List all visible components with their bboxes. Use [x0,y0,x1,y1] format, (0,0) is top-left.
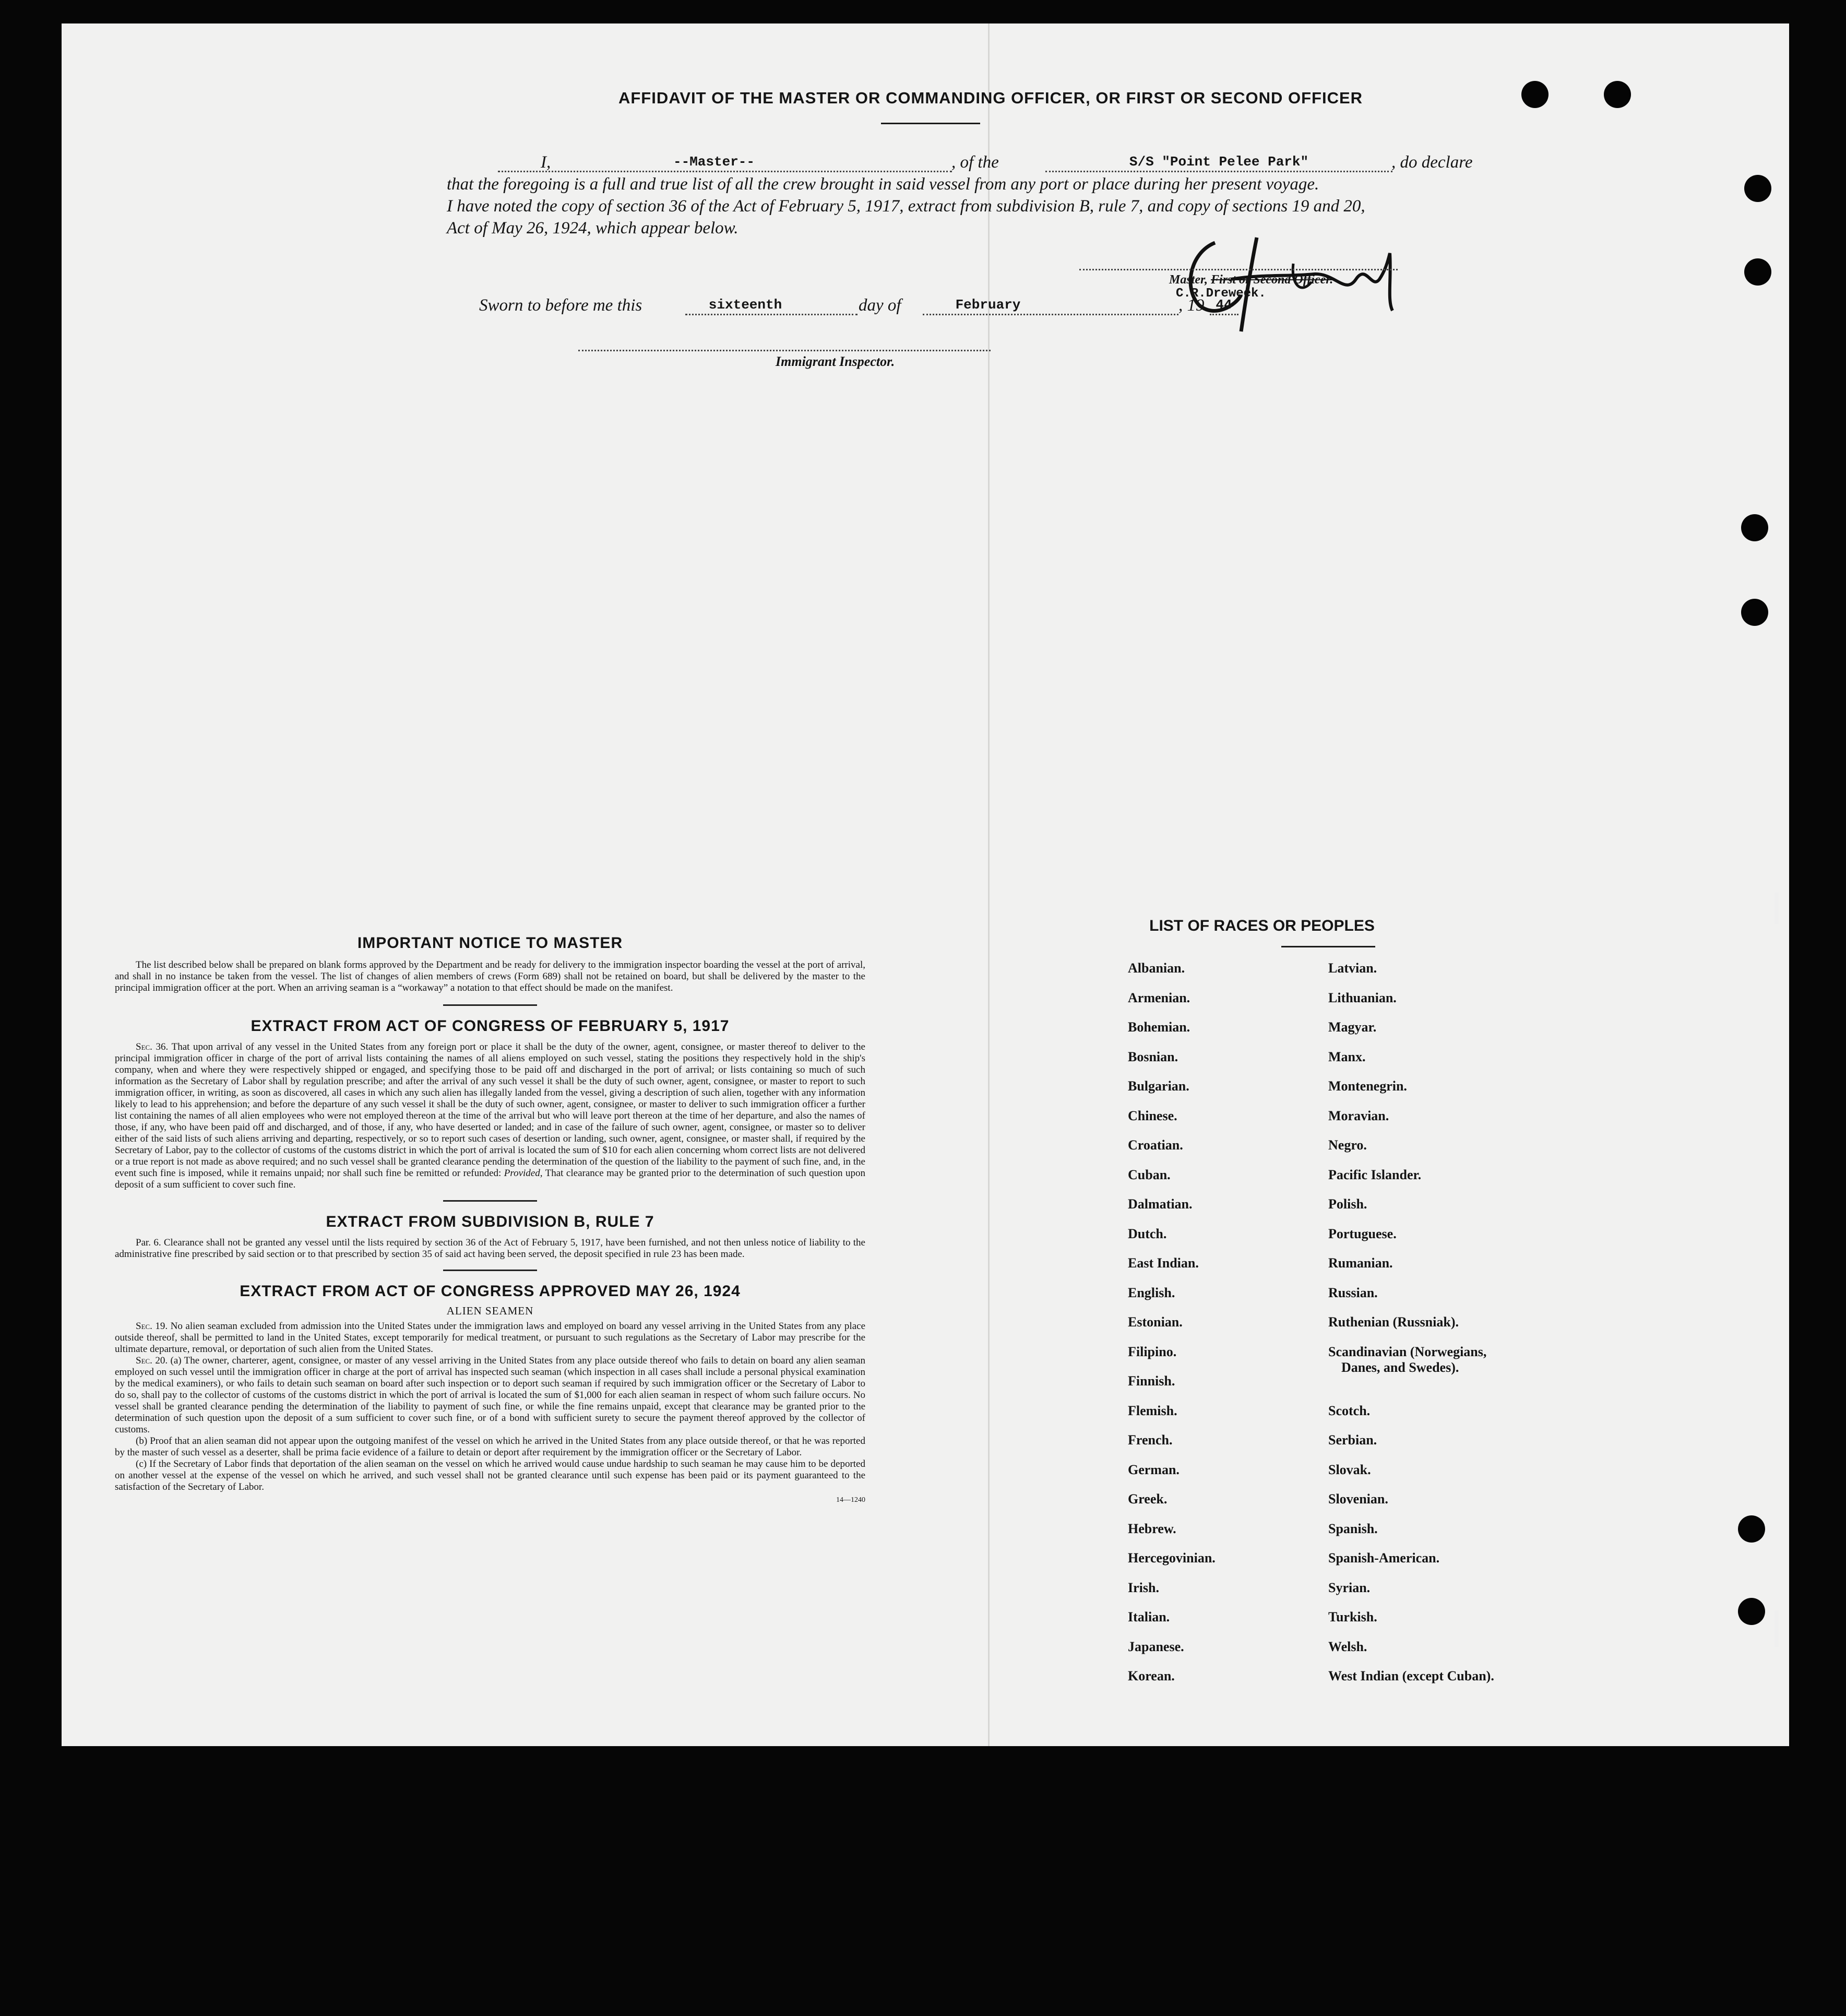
race-item: Korean. [1128,1668,1175,1683]
race-item: Pacific Islander. [1328,1167,1422,1182]
inspector-caption: Immigrant Inspector. [776,354,895,369]
race-item: Bulgarian. [1128,1078,1189,1094]
notice-body: The list described below shall be prepared on blank forms approved by the Department and be ready for delivery to the immigration inspector boarding the vessel at the port of arrival, and shall in no instance be taken from the vessel. The list of changes of alien members of crews (Form 689) shall not be retained on board, but shall be delivered by the master to the principal immigration officer at the port. When an arriving seaman is a “workaway” a notation to that effect should be made on the manifest. [115,959,865,993]
section-divider [443,1270,537,1271]
race-item: German. [1128,1462,1180,1477]
races-divider [1281,946,1375,947]
sec-36-text: That upon arrival of any vessel in the United States from any foreign port or place it shall be the duty of the owner, agent, consignee, or master thereof to deliver to the principal immigration officer in charge of the port of arrival lists containing the names of all aliens employed on such vessel, stating the positions they respectively hold in the ship's company, when and where they were respectively shipped or engaged, and specifying those to be paid off and discharged in the port of arrival; or lists containing so much of such information as the Secretary of Labor shall by regulation prescribe; and after the arrival of any such vessel it shall be the duty of such owner, agent, consignee, or master to report to such immigration officer, in writing, as soon as discovered, all cases in which any such alien has illegally landed from the vessel, giving a description of such alien, together with any information likely to lead to his apprehension; and before the departure of any such vessel it shall be the duty of such owner, agent, consignee, or master to deliver to such immigration officer a further list containing the names of all alien employees who were not employed thereon at the time of the arrival but who will leave port thereon at the time of her departure, and also the names of those, if any, who have been paid off and discharged, and of those, if any, who have deserted or landed; and in case of the failure of such owner, agent, consignee, or master so to deliver either of the said lists of such aliens arriving and departing, respectively, or so to report such cases of desertion or landing, such owner, agent, consignee, or master shall, if required by the Secretary of Labor, pay to the collector of customs of the customs district in which the port of arrival is located the sum of $10 for each alien concerning whom correct lists are not delivered or a true report is not made as above required; and no such vessel shall be granted clearance pending the determination of the question of the liability to the payment of such fine, and, in the event such fine is imposed, while it remains unpaid; nor shall such fine be remitted or refunded: [115,1041,865,1179]
sec-20-label: Sec. 20. [136,1355,168,1366]
race-item: Estonian. [1128,1314,1183,1330]
race-item: Ruthenian (Russniak). [1328,1314,1459,1330]
vessel-fill-line [1045,171,1392,172]
race-item: Albanian. [1128,960,1185,976]
race-item: Latvian. [1328,960,1377,976]
title-divider [881,123,980,124]
month-fill: February [955,297,1021,313]
race-item: Italian. [1128,1609,1170,1624]
race-item: Armenian. [1128,990,1190,1005]
affidavit-title: AFFIDAVIT OF THE MASTER OR COMMANDING OFFICER, OR FIRST OR SECOND OFFICER [618,89,1363,107]
race-item: Lithuanian. [1328,990,1397,1005]
race-item: Turkish. [1328,1609,1377,1624]
race-item: West Indian (except Cuban). [1328,1668,1494,1683]
do-declare-label: , do declare [1391,153,1473,172]
race-item: Chinese. [1128,1108,1177,1123]
sec-20b-paragraph: (b) Proof that an alien seaman did not appear upon the outgoing manifest of the vessel on which he arrived in the United States from any place outside thereof, or that he was reported by the master of such vessel as a deserter, shall be prima facie evidence of a failure to detain or deport after requirement by the immigration officer or the Secretary of Labor. [115,1436,865,1458]
binder-hole [1741,599,1768,626]
extract-rule7-title: EXTRACT FROM SUBDIVISION B, RULE 7 [326,1213,654,1230]
year-fill-line [1210,314,1238,315]
binder-hole [1744,258,1771,286]
sec-20a-paragraph [115,1355,865,1436]
form-code: 14—1240 [836,1496,865,1504]
binder-hole [1741,514,1768,541]
center-fold [988,23,990,1746]
race-item: Filipino. [1128,1344,1177,1359]
year-fill: 44 [1216,297,1232,313]
proviso-text: That clearance may be granted prior to the determination of such question upon deposit of a sum sufficient to cover such fine. [115,1168,865,1190]
edge-mark [1774,1610,1779,1647]
binder-hole [1604,81,1631,108]
race-item: Russian. [1328,1285,1378,1300]
race-item: Serbian. [1328,1432,1377,1448]
section-divider [443,1200,537,1202]
vessel-fill: S/S "Point Pelee Park" [1129,154,1309,170]
day-fill-line [685,314,858,315]
race-item: Dutch. [1128,1226,1167,1241]
day-fill: sixteenth [708,297,782,313]
race-item: Croatian. [1128,1137,1183,1153]
binder-hole [1744,175,1771,202]
race-item: Slovenian. [1328,1491,1388,1507]
race-item: Welsh. [1328,1639,1367,1654]
left-notice-column [115,934,865,1504]
race-item: Spanish-American. [1328,1550,1440,1566]
sec-20c-paragraph: (c) If the Secretary of Labor finds that deportation of the alien seaman on the vessel on which he arrived would cause undue hardship to such seaman he may cause him to be deported on another vessel at the expense of the vessel on which he arrived, and such vessel shall not be granted clearance until such expense has been paid or its payment guaranteed to the satisfaction of the Secretary of Labor. [115,1458,865,1492]
affidavit-line-3: I have noted the copy of section 36 of the Act of February 5, 1917, extract from subdivision B, rule 7, and copy of sections 19 and 20, [447,197,1365,216]
day-of-label: day of [859,296,901,315]
race-item: French. [1128,1432,1173,1448]
signature-caption [1169,273,1333,287]
rank-fill-line [498,171,952,172]
race-item: Portuguese. [1328,1226,1397,1241]
race-item: Dalmatian. [1128,1196,1193,1212]
race-item: Scandinavian (Norwegians, [1328,1344,1487,1359]
race-item: Japanese. [1128,1639,1184,1654]
sworn-text: Sworn to before me this [479,296,642,315]
caption-master: Master, [1169,273,1208,287]
race-item: Danes, and Swedes). [1341,1359,1459,1375]
affidavit-line-2: that the foregoing is a full and true list of all the crew brought in said vessel from any port or place during her present voyage. [447,175,1319,194]
edge-mark [1774,893,1779,924]
sec-36-label: Sec. 36. [136,1041,169,1052]
race-item: Moravian. [1328,1108,1389,1123]
month-fill-line [923,314,1178,315]
extract-1917-body [115,1041,865,1191]
binder-hole [1521,81,1549,108]
extract-1924-title: EXTRACT FROM ACT OF CONGRESS APPROVED MAY 26, 1924 [240,1283,741,1300]
race-item: Hebrew. [1128,1521,1176,1536]
sec-19-paragraph [115,1321,865,1355]
caption-struck: First or Second Officer. [1211,273,1333,287]
affidavit-line-4: Act of May 26, 1924, which appear below. [447,219,739,238]
inspector-signature-line [578,350,991,351]
race-item: Polish. [1328,1196,1367,1212]
extract-1917-title: EXTRACT FROM ACT OF CONGRESS OF FEBRUARY 5, 1917 [251,1017,730,1035]
extract-rule7-body: Par. 6. Clearance shall not be granted any vessel until the lists required by section 36 of the Act of February 5, 1917, have been furnished, and not then unless notice of liability to the administrative fine prescribed by said section or to that prescribed by section 35 of said act having been served, the deposit specified in rule 23 has been made. [115,1237,865,1260]
alien-seamen-subtitle: ALIEN SEAMEN [446,1305,534,1317]
race-item: Hercegovinian. [1128,1550,1216,1566]
race-item: Bohemian. [1128,1019,1190,1035]
race-item: Slovak. [1328,1462,1371,1477]
typed-signer: C.R.Dreweek. [1176,287,1266,301]
proviso-label: Provided, [504,1168,543,1179]
race-item: East Indian. [1128,1255,1199,1271]
sec-19-text: No alien seaman excluded from admission into the United States under the immigration laws and employed on board any vessel arriving in the United States from any place outside thereof, shall be permitted to land in the United States, except temporarily for medical treatment, or pursuant to such regulations as the Secretary of Labor may prescribe for the ultimate departure, removal, or deportation of such alien from the United States. [115,1321,866,1355]
race-item: Syrian. [1328,1580,1371,1595]
race-item: Finnish. [1128,1373,1175,1389]
race-item: English. [1128,1285,1175,1300]
sec-20a-text: (a) The owner, charterer, agent, consignee, or master of any vessel arriving in the United States from any place outside thereof who fails to detain on board any alien seaman employed on such vessel until the immigration officer in charge at the port of arrival has inspected such seaman (which inspection in all cases shall include a personal physical examination by the medical examiners), or who fails to detain such seaman on board after such inspection or to deport such seaman if required by such immigration officer or the Secretary of Labor to do so, shall pay to the collector of customs of the customs district in which the port of arrival is located the sum of $1,000 for each alien seaman in respect of whom such failure occurs. No vessel shall be granted clearance pending the determination of the liability to payment of such fine, or while the fine remains unpaid, except that clearance may be granted prior to the determination of such question upon the deposit of a sum sufficient to cover such fine, or of a bond with sufficient surety to secure the payment thereof approved by the collector of customs. [115,1355,866,1435]
signature-line [1079,269,1398,270]
race-item: Rumanian. [1328,1255,1393,1271]
sec-19-label: Sec. 19. [136,1321,168,1332]
year-prefix: , 19 [1178,296,1205,315]
race-item: Manx. [1328,1049,1366,1064]
race-item: Irish. [1128,1580,1159,1595]
race-item: Cuban. [1128,1167,1171,1182]
race-item: Magyar. [1328,1019,1377,1035]
race-item: Bosnian. [1128,1049,1178,1064]
race-item: Flemish. [1128,1403,1177,1418]
race-item: Scotch. [1328,1403,1371,1418]
race-item: Negro. [1328,1137,1367,1153]
binder-hole [1738,1515,1765,1543]
affidavit-i: I, [541,153,551,172]
of-the-label: , of the [951,153,999,172]
binder-hole [1738,1598,1765,1625]
notice-title: IMPORTANT NOTICE TO MASTER [357,934,623,952]
races-title: LIST OF RACES OR PEOPLES [1149,917,1375,934]
section-divider [443,1004,537,1006]
race-item: Spanish. [1328,1521,1378,1536]
race-item: Greek. [1128,1491,1168,1507]
rank-fill: --Master-- [673,154,755,170]
race-item: Montenegrin. [1328,1078,1407,1094]
document-page [62,23,1789,1746]
